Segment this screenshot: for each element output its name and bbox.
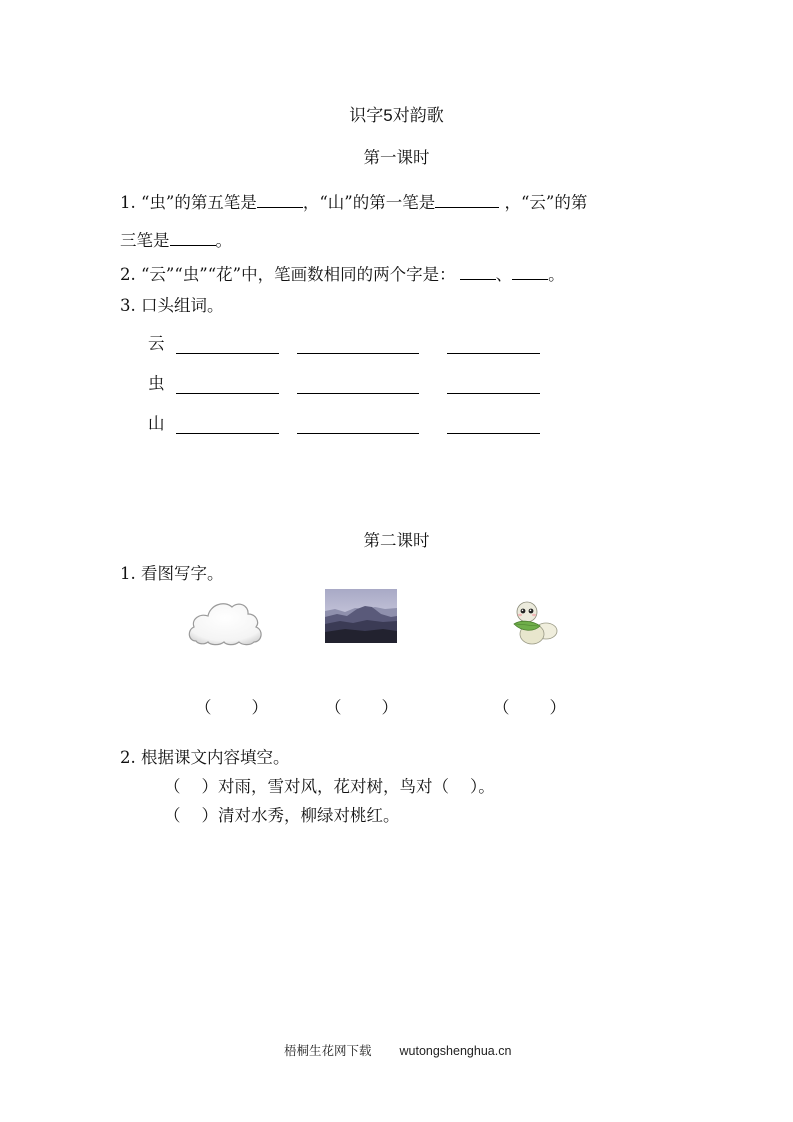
q2-end: 。 (548, 265, 565, 284)
answer-paren-cloud[interactable] (195, 698, 268, 718)
footer-site-name: 梧桐生花网下载 (284, 1043, 372, 1058)
paren-right: ） (381, 698, 398, 717)
lesson1-q1-line1 (120, 191, 587, 213)
word-blank[interactable] (297, 393, 419, 394)
lesson1-heading: 第一课时 (363, 148, 430, 167)
lesson1-q1-line2 (120, 229, 232, 251)
q1-blank-1[interactable] (257, 191, 303, 208)
paren-right: ） (251, 698, 268, 717)
footer (284, 1041, 511, 1059)
word-row-char: 虫 (148, 374, 165, 393)
lesson2-q2-line2[interactable]: （ ）清对水秀，柳绿对桃红。 (164, 806, 400, 825)
q2-blank-1[interactable] (460, 263, 496, 280)
lesson2-q2-label: 2. 根据课文内容填空。 (120, 748, 290, 767)
word-blank[interactable] (176, 433, 279, 434)
q1-text-1: 1. “虫”的第五笔是 (120, 193, 257, 212)
q1-blank-3[interactable] (170, 229, 216, 246)
word-blank[interactable] (176, 393, 279, 394)
q2-blank-2[interactable] (512, 263, 548, 280)
paren-left: （ (195, 698, 212, 717)
lesson2-q1-label: 1. 看图写字。 (120, 564, 224, 583)
q1-text-5: 。 (215, 231, 232, 250)
q2-sep: 、 (495, 265, 513, 284)
paren-left: （ (493, 698, 510, 717)
word-blank[interactable] (176, 353, 279, 354)
q1-blank-2[interactable] (435, 191, 499, 208)
word-row-char: 山 (148, 414, 165, 433)
q2-text: 2. “云”“虫”“花”中，笔画数相同的两个字是： (120, 265, 456, 284)
lesson1-q2 (120, 263, 565, 285)
paren-left: （ (325, 698, 342, 717)
mountain-image (325, 589, 397, 643)
q1-text-4: 三笔是 (120, 231, 170, 250)
lesson2-heading: 第二课时 (363, 531, 430, 550)
lesson1-q3-label: 3. 口头组词。 (120, 296, 224, 315)
cloud-icon (186, 597, 264, 647)
paren-right: ） (549, 698, 566, 717)
word-blank[interactable] (297, 353, 419, 354)
footer-url[interactable]: wutongshenghua.cn (399, 1044, 512, 1058)
caterpillar-icon (510, 600, 560, 646)
answer-paren-caterpillar[interactable] (493, 698, 566, 718)
lesson2-q2-line1[interactable]: （ ）对雨，雪对风，花对树，鸟对（ ）。 (164, 777, 495, 796)
word-blank[interactable] (297, 433, 419, 434)
word-blank[interactable] (447, 433, 540, 434)
word-blank[interactable] (447, 393, 540, 394)
document-title: 识字5对韵歌 (349, 106, 444, 125)
word-blank[interactable] (447, 353, 540, 354)
answer-paren-mountain[interactable] (325, 698, 398, 718)
word-row-char: 云 (148, 334, 165, 353)
q1-text-3: ，“云”的第 (499, 193, 588, 212)
q1-text-2: ，“山”的第一笔是 (302, 193, 436, 212)
